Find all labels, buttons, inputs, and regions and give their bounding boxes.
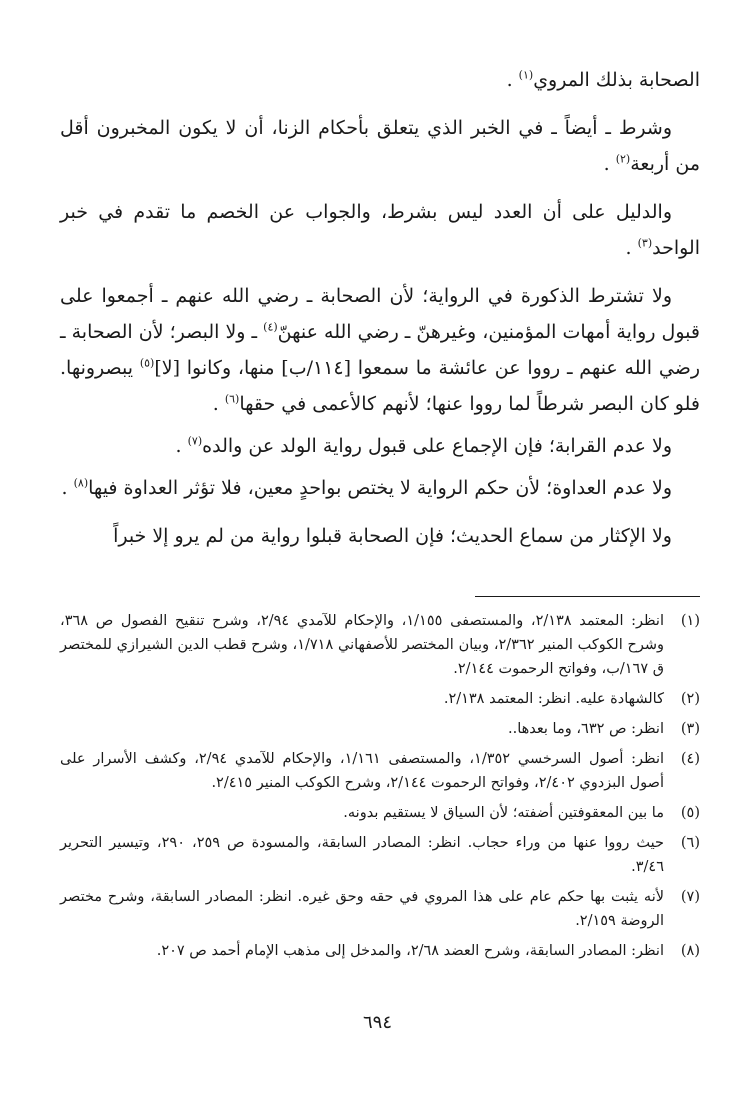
paragraph-2 bbox=[60, 110, 700, 182]
paragraph-text: ولا الإكثار من سماع الحديث؛ فإن الصحابة قبلوا رواية من لم يرو إلا خبراً bbox=[113, 525, 672, 547]
footnote-text: لأنه يثبت بها حكم عام على هذا المروي في حقه وحق غيره. انظر: المصادر السابقة، وشرح مختصر الروضة ٢/١٥٩. bbox=[60, 889, 664, 929]
footnote-number: (٦) bbox=[680, 835, 700, 851]
paragraph-end: . bbox=[212, 393, 225, 415]
footnote-ref[interactable]: (٤) bbox=[263, 320, 278, 334]
footnote-number: (٧) bbox=[680, 889, 700, 905]
footnote-3 bbox=[60, 717, 700, 741]
footnote-ref[interactable]: (٥) bbox=[139, 356, 155, 370]
paragraph-text: ـ ولا البصر؛ لأن الصحابة ـ رضي الله عنهم ـ رووا عن عائشة ما سمعوا [١١٤/ب] منها، وكانوا [لا] bbox=[60, 321, 700, 379]
footnote-text: انظر: ص ٦٣٢، وما بعدها.. bbox=[508, 721, 664, 737]
page-body bbox=[60, 62, 700, 969]
footnote-number: (٣) bbox=[680, 721, 700, 737]
footnote-text: ما بين المعقوفتين أضفته؛ لأن السياق لا يستقيم بدونه. bbox=[343, 805, 664, 821]
footnote-6 bbox=[60, 831, 700, 879]
footnote-text: كالشهادة عليه. انظر: المعتمد ٢/١٣٨. bbox=[443, 691, 664, 707]
footnote-separator bbox=[475, 596, 700, 597]
paragraph-1 bbox=[60, 62, 700, 98]
paragraph-text: ولا عدم القرابة؛ فإن الإجماع على قبول رواية الولد عن والده bbox=[202, 435, 672, 457]
paragraph-end: . bbox=[603, 153, 616, 175]
paragraph-7 bbox=[60, 518, 700, 554]
paragraph-end: . bbox=[175, 435, 188, 457]
footnote-ref[interactable]: (١) bbox=[518, 68, 534, 82]
paragraph-4 bbox=[60, 278, 700, 422]
page-number: ٦٩٤ bbox=[362, 1012, 392, 1033]
footnote-text: انظر: المصادر السابقة، وشرح العضد ٢/٦٨، والمدخل إلى مذهب الإمام أحمد ص ٢٠٧. bbox=[156, 943, 664, 959]
paragraph-text: والدليل على أن العدد ليس بشرط، والجواب عن الخصم ما تقدم في خبر الواحد bbox=[60, 201, 700, 259]
footnote-ref[interactable]: (٧) bbox=[187, 434, 203, 448]
paragraph-end: . bbox=[61, 477, 74, 499]
paragraph-text: يبصرونها. فلو كان البصر شرطاً لما رووا عنها؛ لأنهم كالأعمى في حقها bbox=[60, 357, 700, 415]
paragraph-text: الصحابة بذلك المروي bbox=[533, 69, 700, 91]
footnote-number: (٤) bbox=[680, 751, 700, 767]
paragraph-end: . bbox=[506, 69, 519, 91]
footnote-8 bbox=[60, 939, 700, 963]
paragraph-text: وشرط ـ أيضاً ـ في الخبر الذي يتعلق بأحكام الزنا، أن لا يكون المخبرون أقل من أربعة bbox=[60, 117, 700, 175]
footnote-ref[interactable]: (٦) bbox=[224, 392, 240, 406]
footnotes bbox=[60, 609, 700, 963]
footnote-ref[interactable]: (٨) bbox=[73, 476, 89, 490]
footnote-text: انظر: أصول السرخسي ١/٣٥٢، والمستصفى ١/١٦١، والإحكام للآمدي ٢/٩٤، وكشف الأسرار على أصول البزدوي ٢/٤٠٢، وفواتح الرحموت ٢/١٤٤، وشرح الكوكب المنير ٢/٤١٥. bbox=[60, 751, 665, 791]
footnote-ref[interactable]: (٣) bbox=[637, 236, 653, 250]
footnote-7 bbox=[60, 885, 700, 933]
footnote-2 bbox=[60, 687, 700, 711]
footnote-number: (٥) bbox=[680, 805, 700, 821]
footnote-5 bbox=[60, 801, 700, 825]
footnote-text: انظر: المعتمد ٢/١٣٨، والمستصفى ١/١٥٥، والإحكام للآمدي ٢/٩٤، وشرح تنقيح الفصول ص ٣٦٨، وشرح الكوكب المنير ٢/٣٦٢، وبيان المختصر للأصفهاني ١/٧١٨، وشرح قطب الدين الشيرازي للمختصر ق ١٦٧/ب، وفواتح الرحموت ٢/١٤٤. bbox=[60, 613, 664, 677]
paragraph-3 bbox=[60, 194, 700, 266]
paragraph-5 bbox=[60, 428, 700, 464]
paragraph-6 bbox=[60, 470, 700, 506]
footnote-4 bbox=[60, 747, 700, 795]
footnote-number: (٨) bbox=[680, 943, 700, 959]
footnote-1 bbox=[60, 609, 700, 681]
footnote-number: (٢) bbox=[680, 691, 700, 707]
paragraph-text: ولا تشترط الذكورة في الرواية؛ لأن الصحابة ـ رضي الله عنهم ـ أجمعوا على قبول رواية أمهات المؤمنين، وغيرهنّ ـ رضي الله عنهنّ bbox=[60, 285, 700, 343]
footnote-ref[interactable]: (٢) bbox=[615, 152, 631, 166]
footnote-text: حيث رووا عنها من وراء حجاب. انظر: المصادر السابقة، والمسودة ص ٢٥٩، ٢٩٠، وتيسير التحرير ٣/٤٦. bbox=[60, 835, 664, 875]
paragraph-end: . bbox=[625, 237, 638, 259]
paragraph-text: ولا عدم العداوة؛ لأن حكم الرواية لا يختص بواحدٍ معين، فلا تؤثر العداوة فيها bbox=[88, 477, 672, 499]
footnote-number: (١) bbox=[680, 613, 700, 629]
